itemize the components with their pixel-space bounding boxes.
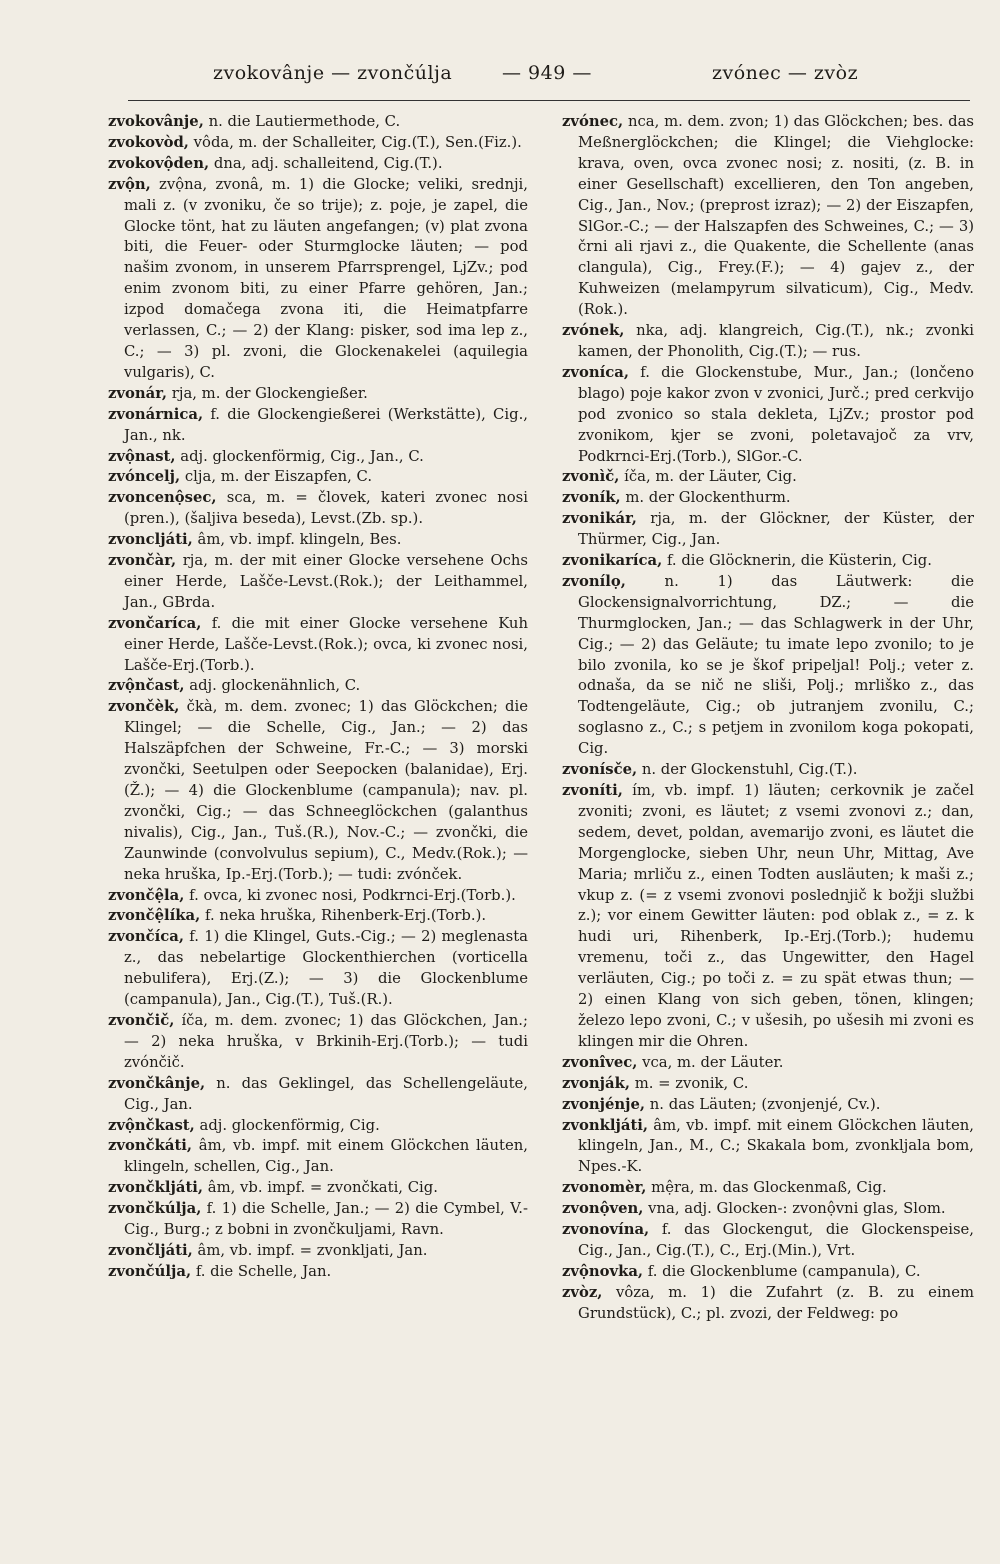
header-rule [128, 100, 970, 101]
entry-definition: f. die Glöcknerin, die Küsterin, Cig. [662, 552, 932, 570]
dictionary-entry [108, 175, 528, 384]
dictionary-entry [562, 1178, 974, 1199]
entry-definition: n. das Geklingel, das Schellengeläute, Cig., Jan. [124, 1074, 528, 1113]
dictionary-entry [108, 133, 528, 154]
entry-definition: adj. glockenförmig, Cig., Jan., C. [175, 447, 424, 465]
entry-headword: zvonomèr, [562, 1179, 647, 1197]
entry-definition: f. die Glockenblume (campanula), C. [643, 1262, 921, 1280]
entry-definition: clja, m. der Eiszapfen, C. [180, 468, 373, 486]
entry-definition: rja, m. der Glockengießer. [167, 384, 368, 402]
entry-definition: f. 1) die Klingel, Guts.-Cig.; — 2) meglenasta z., das nebelartige Glockenthierchen (vorticella nebulifera), Erj.(Z.); — 3) die Glockenblume (campanula), Jan., Cig.(T.), Tuš.(R.). [124, 928, 528, 1009]
entry-definition: f. die mit einer Glocke versehene Kuh einer Herde, Lašče-Levst.(Rok.); ovca, ki zvonec nosi, Lašče-Erj.(Torb.). [124, 614, 528, 674]
dictionary-entry [108, 697, 528, 885]
dictionary-entry [108, 906, 528, 927]
entry-headword: zvoníca, [562, 363, 629, 381]
entry-definition: n. der Glockenstuhl, Cig.(T.). [637, 761, 858, 779]
dictionary-entry [108, 467, 528, 488]
entry-headword: zvončkânje, [108, 1074, 206, 1092]
entry-headword: zvộnast, [108, 447, 176, 465]
entry-headword: zvončljáti, [108, 1241, 193, 1259]
entry-definition: rja, m. der mit einer Glocke versehene Ochs einer Herde, Lašče-Levst.(Rok.); der Leithammel, Jan., GBrda. [124, 552, 528, 611]
entry-definition: m. = zvonik, C. [629, 1074, 749, 1092]
right-column [562, 112, 974, 1325]
entry-headword: zvončệla, [108, 886, 185, 904]
dictionary-entry [108, 447, 528, 468]
dictionary-entry [562, 1283, 974, 1325]
entry-headword: zvonár, [108, 384, 168, 402]
dictionary-entry [108, 154, 528, 175]
dictionary-entry [562, 1053, 974, 1074]
dictionary-entry [562, 363, 974, 468]
dictionary-entry [108, 1241, 528, 1262]
dictionary-entry [108, 1116, 528, 1137]
entry-definition: nka, adj. klangreich, Cig.(T.), nk.; zvonki kamen, der Phonolith, Cig.(T.); — rus. [578, 322, 974, 360]
entry-definition: vôda, m. der Schalleiter, Cig.(T.), Sen.(Fiz.). [188, 133, 522, 151]
dictionary-entry [108, 614, 528, 677]
dictionary-entry [562, 112, 974, 321]
entry-headword: zvončúlja, [108, 1262, 192, 1280]
left-guide-word: zvokovânje — zvončúlja [213, 62, 453, 84]
dictionary-entry [562, 321, 974, 363]
entry-definition: f. ovca, ki zvonec nosi, Podkrnci-Erj.(Torb.). [184, 886, 516, 904]
entry-definition: âm, vb. impf. = zvonkljati, Jan. [192, 1241, 428, 1259]
entry-definition: íča, m. dem. zvonec; 1) das Glöckchen, Jan.; — 2) neka hruška, v Brkinih-Erj.(Torb.); — tudi zvónčič. [124, 1011, 528, 1071]
entry-headword: zvončaríca, [108, 614, 202, 632]
entry-definition: n. das Läuten; (zvonjenjé, Cv.). [645, 1095, 881, 1113]
entry-definition: íča, m. der Läuter, Cig. [619, 468, 797, 486]
right-guide-word: zvónec — zvòz [712, 62, 859, 84]
entry-definition: f. die Glockenstube, Mur., Jan.; (lončeno blago) poje kakor zvon v zvonici, Jurč.; pred cerkvijo pod zvonico so stala dekleta, LjZv.; prostor pod zvonikom, kjer se zvoni, poletavajoč za vrv, Podkrnci-Erj.(Torb.), SlGor.-C. [578, 363, 974, 465]
entry-headword: zvončíca, [108, 928, 185, 946]
dictionary-entry [108, 1074, 528, 1116]
entry-headword: zvonîvec, [562, 1053, 638, 1071]
entry-headword: zvonìč, [562, 468, 620, 486]
entry-headword: zvončkáti, [108, 1137, 193, 1155]
entry-headword: zvončič, [108, 1011, 175, 1029]
entry-definition: vôza, m. 1) die Zufahrt (z. B. zu einem Grundstück), C.; pl. zvozi, der Feldweg: po [578, 1283, 974, 1322]
entry-headword: zvonikár, [562, 510, 637, 528]
entry-headword: zvokovânje, [108, 113, 204, 130]
entry-definition: vca, m. der Läuter. [637, 1053, 784, 1071]
dictionary-entry [108, 384, 528, 405]
dictionary-entry [562, 1262, 974, 1283]
page-header [0, 62, 1000, 98]
dictionary-entry [562, 781, 974, 1053]
entry-definition: âm, vb. impf. mit einem Glöckchen läuten, klingeln, schellen, Cig., Jan. [124, 1137, 528, 1176]
page-number: — 949 — [502, 62, 592, 84]
entry-headword: zvonják, [562, 1074, 630, 1092]
entry-definition: f. das Glockengut, die Glockenspeise, Cig., Jan., Cig.(T.), C., Erj.(Min.), Vrt. [578, 1221, 974, 1259]
entry-definition: f. die Schelle, Jan. [191, 1262, 332, 1280]
entry-definition: f. die Glockengießerei (Werkstätte), Cig., Jan., nk. [124, 405, 528, 444]
entry-headword: zvộnovka, [562, 1262, 644, 1280]
entry-headword: zvonkljáti, [562, 1116, 649, 1134]
dictionary-entry [562, 509, 974, 551]
dictionary-entry [562, 572, 974, 760]
entry-headword: zvončèk, [108, 698, 180, 716]
dictionary-entry [108, 927, 528, 1011]
entry-headword: zvonárnica, [108, 405, 204, 423]
dictionary-entry [108, 1178, 528, 1199]
entry-headword: zvonovína, [562, 1221, 650, 1239]
entry-definition: sca, m. = človek, kateri zvonec nosi (pren.), (šaljiva beseda), Levst.(Zb. sp.). [124, 489, 528, 528]
entry-headword: zvoník, [562, 489, 621, 507]
entry-headword: zvonílọ, [562, 572, 626, 590]
dictionary-entry [108, 112, 528, 133]
entry-headword: zvonísče, [562, 761, 638, 779]
dictionary-entry [562, 551, 974, 572]
entry-definition: âm, vb. impf. mit einem Glöckchen läuten, klingeln, Jan., M., C.; Skakala bom, zvonkljala bom, Npes.-K. [578, 1116, 974, 1176]
entry-definition: čkà, m. dem. zvonec; 1) das Glöckchen; die Klingel; — die Schelle, Cig., Jan.; — 2) das Halszäpfchen der Schweine, Fr.-C.; — 3) morski zvončki, Seetulpen oder Seepocken (balanidae), Erj.(Ž.); — 4) die Glockenblume (campanula); nav. pl. zvončki, Cig.; — das Schneeglöckchen (galanthus nivalis), Cig., Jan., Tuš.(R.), Nov.-C.; — zvončki, die Zaunwinde (convolvulus sepium), C., Medv.(Rok.); — neka hruška, Ip.-Erj.(Torb.); — tudi: zvónček. [124, 698, 528, 883]
entry-headword: zvokovòd, [108, 133, 189, 151]
entry-headword: zvộn, [108, 175, 151, 193]
dictionary-entry [108, 405, 528, 447]
dictionary-entry [562, 488, 974, 509]
entry-definition: adj. glockenförmig, Cig. [194, 1116, 380, 1134]
entry-headword: zvónek, [562, 322, 625, 340]
entry-headword: zvonộven, [562, 1200, 644, 1218]
dictionary-entry [562, 467, 974, 488]
entry-definition: n. 1) das Läutwerk: die Glockensignalvorrichtung, DZ.; — die Thurmglocken, Jan.; — das Schlagwerk in der Uhr, Cig.; — 2) das Geläute; tu imate lepo zvonilo; to je bilo zvonila, ko se je škof pripeljal! Polj.; veter z. odnaša, da se nič ne sliši, Polj.; mrliško z., das Todtengeläute, Cig.; ob jutranjem zvonilu, C.; soglasno z., C.; s petjem in zvonilom koga pokopati, Cig. [578, 572, 974, 758]
dictionary-entry [108, 886, 528, 907]
entry-definition: f. neka hruška, Rihenberk-Erj.(Torb.). [200, 907, 487, 925]
left-column [108, 112, 528, 1283]
entry-headword: zvoncenộsec, [108, 489, 217, 507]
entry-headword: zvončkúlja, [108, 1200, 202, 1218]
dictionary-entry [562, 1074, 974, 1095]
entry-definition: f. 1) die Schelle, Jan.; — 2) die Cymbel, V.-Cig., Burg.; z bobni in zvončkuljami, Ravn. [124, 1200, 528, 1239]
entry-definition: adj. glockenähnlich, C. [184, 677, 361, 695]
entry-definition: zvộna, zvonâ, m. 1) die Glocke; veliki, srednji, mali z. (v zvoniku, če so trije); z. poje, je zapel, die Glocke tönt, hat zu läuten angefangen; (v) plat zvona biti, die Feuer- oder Sturmglocke läuten; — pod našim zvonom, in unserem Pfarrsprengel, LjZv.; pod enim zvonom biti, zu einer Pfarre gehören, Jan.; izpod domačega zvona iti, die Heimatpfarre verlassen, C.; — 2) der Klang: pisker, sod ima lep z., C.; — 3) pl. zvoni, die Glockenakelei (aquilegia vulgaris), C. [124, 175, 528, 381]
entry-headword: zvončkljáti, [108, 1179, 204, 1197]
dictionary-entry [108, 1262, 528, 1283]
entry-headword: zvộnčkast, [108, 1116, 195, 1134]
dictionary-entry [108, 1199, 528, 1241]
entry-definition: n. die Lautiermethode, C. [203, 113, 401, 130]
dictionary-entry [108, 551, 528, 614]
dictionary-entry [562, 1095, 974, 1116]
dictionary-entry [562, 1220, 974, 1262]
entry-definition: vna, adj. Glocken-: zvonộvni glas, Slom. [643, 1200, 946, 1218]
entry-definition: mệra, m. das Glockenmaß, Cig. [646, 1179, 887, 1197]
entry-definition: rja, m. der Glöckner, der Küster, der Thürmer, Cig., Jan. [578, 510, 974, 549]
entry-headword: zvoníti, [562, 782, 623, 799]
entry-headword: zvokovộden, [108, 154, 210, 172]
dictionary-entry [108, 1136, 528, 1178]
entry-headword: zvončệlíka, [108, 907, 201, 925]
entry-definition: m. der Glockenthurm. [620, 489, 791, 507]
entry-headword: zvộnčast, [108, 677, 185, 695]
dictionary-entry [108, 530, 528, 551]
dictionary-entry [562, 1116, 974, 1179]
entry-definition: dna, adj. schalleitend, Cig.(T.). [209, 154, 443, 172]
entry-headword: zvoncljáti, [108, 531, 193, 549]
dictionary-entry [108, 488, 528, 530]
entry-headword: zvòz, [562, 1283, 603, 1301]
entry-headword: zvonikaríca, [562, 552, 663, 570]
dictionary-entry [108, 676, 528, 697]
entry-headword: zvonjénje, [562, 1095, 646, 1113]
dictionary-entry [108, 1011, 528, 1074]
dictionary-entry [562, 760, 974, 781]
entry-definition: ím, vb. impf. 1) läuten; cerkovnik je začel zvoniti; zvoni, es läutet; z vsemi zvonovi z.; dan, sedem, devet, poldan, avemarijo zvoni, es läutet die Morgenglocke, sieben Uhr, neun Uhr, Mittag, Ave Maria; mrliču z., einen Todten ausläuten; k maši z.; vkup z. (= z vsemi zvonovi poslednjič k božji službi z.); vor einem Gewitter läuten: pod oblak z., = z. k hudi uri, Rihenberk, Ip.-Erj.(Torb.); hudemu vremenu, toči z., das Ungewitter, den Hagel verläuten, Cig.; po toči z. = zu spät etwas thun; — 2) einen Klang von sich geben, tönen, klingen; železo lepo zvoni, C.; v ušesih, po ušesih mi zvoni es klingen mir die Ohren. [578, 782, 974, 1050]
entry-definition: âm, vb. impf. = zvončkati, Cig. [203, 1179, 438, 1197]
entry-headword: zvónec, [562, 113, 624, 130]
entry-definition: nca, m. dem. zvon; 1) das Glöckchen; bes. das Meßnerglöckchen; die Klingel; die Viehglocke: krava, oven, ovca zvonec nosi; z. nositi, (z. B. in einer Gesellschaft) excellieren, den Ton angeben, Cig., Jan., Nov.; (preprost izraz); — 2) der Eiszapfen, SlGor.-C.; — der Halszapfen des Schweines, C.; — 3) črni ali rjavi z., die Quakente, die Schellente (anas clangula), Cig., Frey.(F.); — 4) gajev z., der Kuhweizen (melampyrum silvaticum), Cig., Medv.(Rok.). [578, 113, 974, 319]
entry-definition: âm, vb. impf. klingeln, Bes. [192, 531, 402, 549]
entry-headword: zvončàr, [108, 552, 177, 570]
dictionary-entry [562, 1199, 974, 1220]
entry-headword: zvóncelj, [108, 468, 181, 486]
